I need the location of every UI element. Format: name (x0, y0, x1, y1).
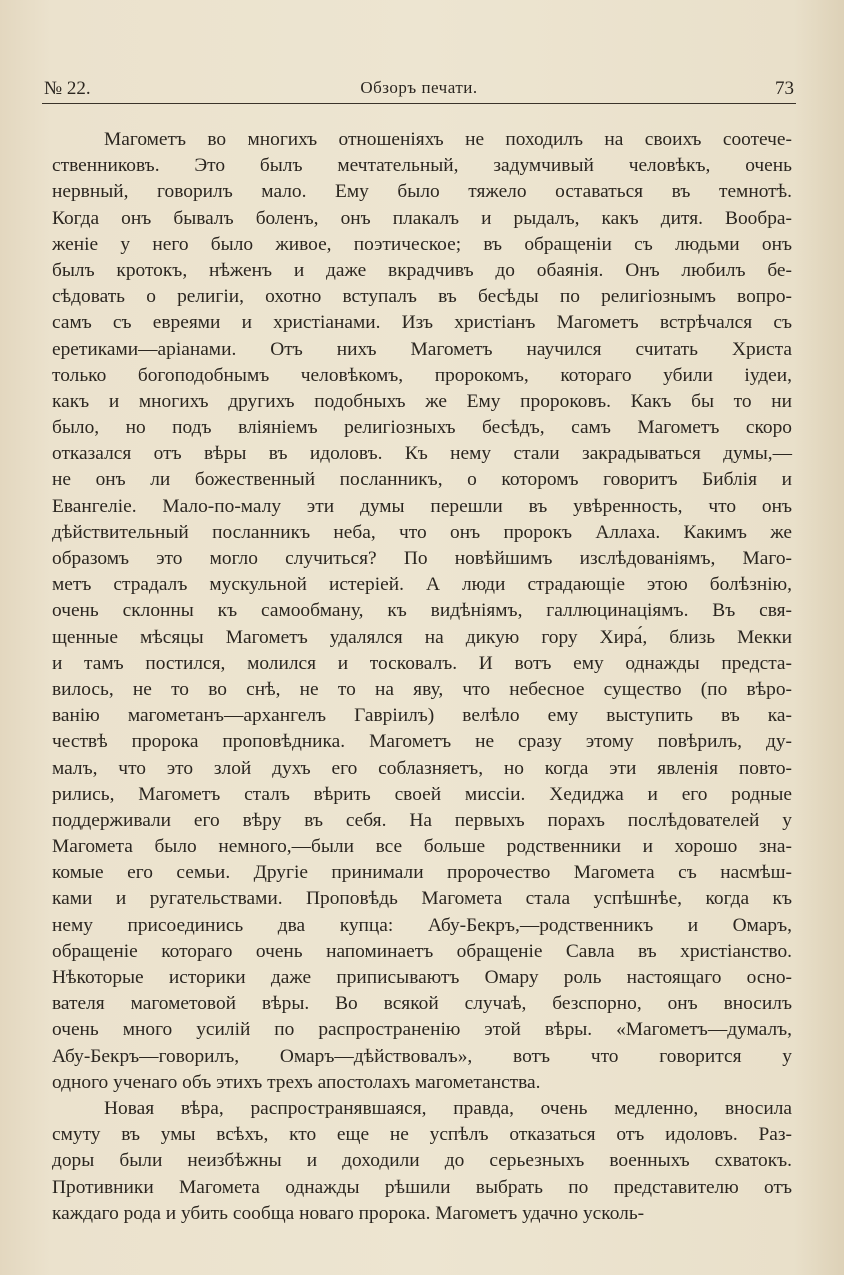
text-line: рились, Магометъ сталъ вѣрить своей миссіи. Хедиджа и его родные (52, 783, 792, 805)
article-body (52, 127, 792, 1227)
text-line: еретиками—аріанами. Отъ нихъ Магометъ научился считать Христа (52, 338, 792, 360)
text-line: дѣйствительный посланникъ неба, что онъ пророкъ Аллаха. Какимъ же (52, 521, 792, 543)
text-line: Новая вѣра, распространявшаяся, правда, очень медленно, вносила (104, 1097, 792, 1119)
text-line: комые его семьи. Другіе принимали пророчество Магомета съ насмѣш- (52, 862, 792, 884)
text-line: одного ученаго объ этихъ трехъ апостолахъ магометанства. (52, 1071, 541, 1093)
text-line: доры были неизбѣжны и доходили до серьезныхъ военныхъ схватокъ. (52, 1150, 792, 1172)
paragraph (52, 127, 792, 1096)
text-line: поддерживали его вѣру въ себя. На первыхъ порахъ послѣдователей у (52, 809, 792, 831)
text-line: отказался отъ вѣры въ идоловъ. Къ нему стали закрадываться думы,— (52, 443, 792, 465)
text-line: было, но подъ вліяніемъ религіозныхъ бесѣдъ, самъ Магометъ скоро (52, 417, 792, 439)
page-number: 73 (775, 78, 794, 99)
running-header (42, 72, 796, 104)
text-line: щенные мѣсяцы Магометъ удалялся на дикую гору Хира́, близь Мекки (52, 626, 792, 648)
text-line: малъ, что это злой духъ его соблазняетъ, но когда эти явленія повто- (52, 757, 792, 779)
text-line: вилось, не то во снѣ, не то на яву, что небесное существо (по вѣро- (52, 678, 792, 700)
text-line: былъ кротокъ, нѣженъ и даже вкрадчивъ до обаянія. Онъ любилъ бе- (52, 259, 792, 281)
text-line: ванію магометанъ—архангелъ Гавріилъ) велѣло ему выступить въ ка- (52, 705, 792, 727)
text-line: смуту въ умы всѣхъ, кто еще не успѣлъ отказаться отъ идоловъ. Раз- (52, 1124, 792, 1146)
issue-number: № 22. (44, 78, 91, 99)
text-line: обращеніе котораго очень напоминаетъ обращеніе Савла въ христіанство. (52, 940, 792, 962)
text-line: образомъ это могло случиться? По новѣйшимъ изслѣдованіямъ, Маго- (52, 548, 792, 569)
text-line: Евангеліе. Мало-по-малу эти думы перешли въ увѣренность, что онъ (52, 495, 792, 517)
text-line: чествѣ пророка проповѣдника. Магометъ не сразу этому повѣрилъ, ду- (52, 731, 792, 753)
text-line: какъ и многихъ другихъ подобныхъ же Ему пророковъ. Какъ бы то ни (52, 390, 792, 412)
text-line: сѣдовать о религіи, охотно вступалъ въ бесѣды по религіознымъ вопро- (52, 286, 792, 308)
text-line: и тамъ постился, молился и тосковалъ. И вотъ ему однажды предста- (52, 652, 792, 674)
text-line: не онъ ли божественный посланникъ, о которомъ говоритъ Библія и (52, 469, 792, 491)
text-line: Нѣкоторые историки даже приписываютъ Омару роль настоящаго осно- (52, 967, 792, 988)
text-line: метъ страдалъ мускульной истеріей. А люди страдающіе этою болѣзнію, (52, 574, 792, 596)
text-line: очень много усилій по распространенію этой вѣры. «Магометъ—думалъ, (52, 1019, 792, 1041)
text-line: только богоподобнымъ человѣкомъ, пророкомъ, котораго убили іудеи, (52, 364, 792, 386)
text-line: Когда онъ бывалъ боленъ, онъ плакалъ и рыдалъ, какъ дитя. Вообра- (52, 207, 792, 229)
text-line: вателя магометовой вѣры. Во всякой случаѣ, безспорно, онъ вносилъ (52, 993, 792, 1015)
section-title: Обзоръ печати. (360, 78, 478, 97)
text-line: Магомета было немного,—были все больше родственники и хорошо зна- (52, 836, 792, 858)
text-line: очень склонны къ самообману, къ видѣніямъ, галлюцинаціямъ. Въ свя- (52, 600, 792, 622)
text-line: Магометъ во многихъ отношеніяхъ не походилъ на своихъ соотече- (104, 129, 792, 150)
text-line: Противники Магомета однажды рѣшили выбрать по представителю отъ (52, 1176, 792, 1198)
text-line: женіе у него было живое, поэтическое; въ обращеніи съ людьми онъ (52, 233, 792, 255)
text-line: нему присоединись два купца: Абу-Бекръ,—родственникъ и Омаръ, (52, 914, 792, 936)
text-line: ственниковъ. Это былъ мечтательный, задумчивый человѣкъ, очень (52, 155, 792, 177)
text-line: ками и ругательствами. Проповѣдь Магомета стала успѣшнѣе, когда къ (52, 888, 792, 910)
text-line: каждаго рода и убить сообща новаго пророка. Магометъ удачно усколь- (52, 1202, 645, 1224)
text-line: Абу-Бекръ—говорилъ, Омаръ—дѣйствовалъ», вотъ что говорится у (52, 1045, 792, 1067)
header-rule (42, 103, 796, 104)
text-line: самъ съ евреями и христіанами. Изъ христіанъ Магометъ встрѣчался съ (52, 312, 792, 334)
paragraph (52, 1096, 792, 1227)
text-line: нервный, говорилъ мало. Ему было тяжело оставаться въ темнотѣ. (52, 181, 792, 203)
